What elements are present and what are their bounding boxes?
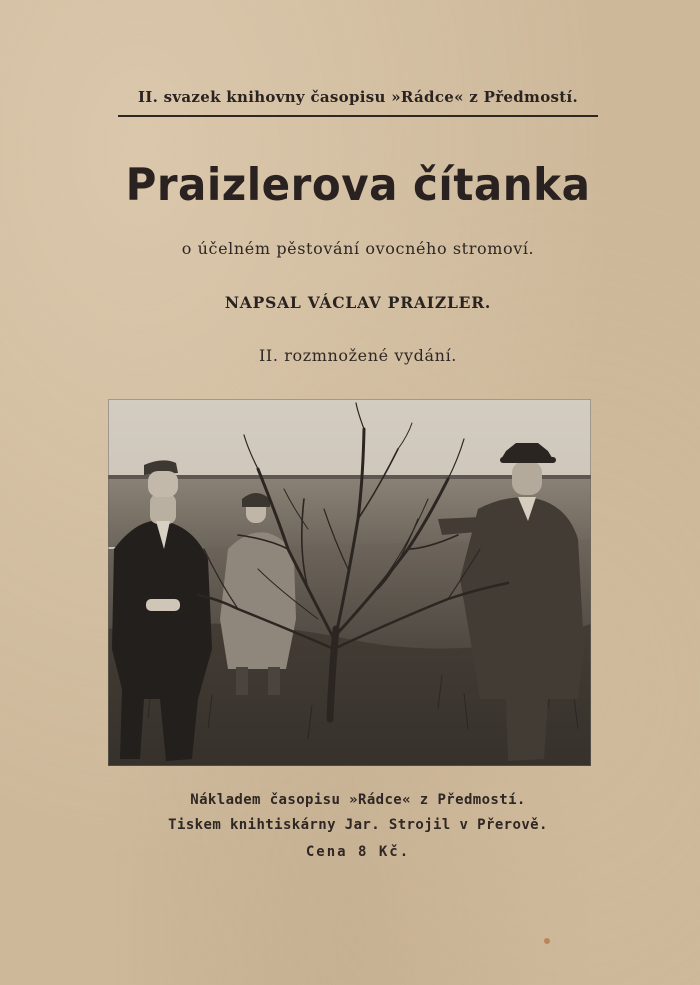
edition-line: II. rozmnožené vydání. <box>259 346 457 365</box>
printer-line: Tiskem knihtiskárny Jar. Strojil v Přerově. <box>168 817 548 833</box>
book-title: Praizlerova čítanka <box>125 158 591 211</box>
series-underline <box>118 115 598 117</box>
publisher-line: Nákladem časopisu »Rádce« z Předmostí. <box>190 792 526 808</box>
paper-stain <box>544 938 550 944</box>
cover-photograph <box>108 399 591 766</box>
book-subtitle: o účelném pěstování ovocného stromoví. <box>181 239 535 258</box>
author-line: NAPSAL VÁCLAV PRAIZLER. <box>224 293 492 312</box>
series-heading: II. svazek knihovny časopisu »Rádce« z Předmostí. <box>137 88 579 106</box>
price-line: Cena 8 Kč. <box>305 844 411 860</box>
